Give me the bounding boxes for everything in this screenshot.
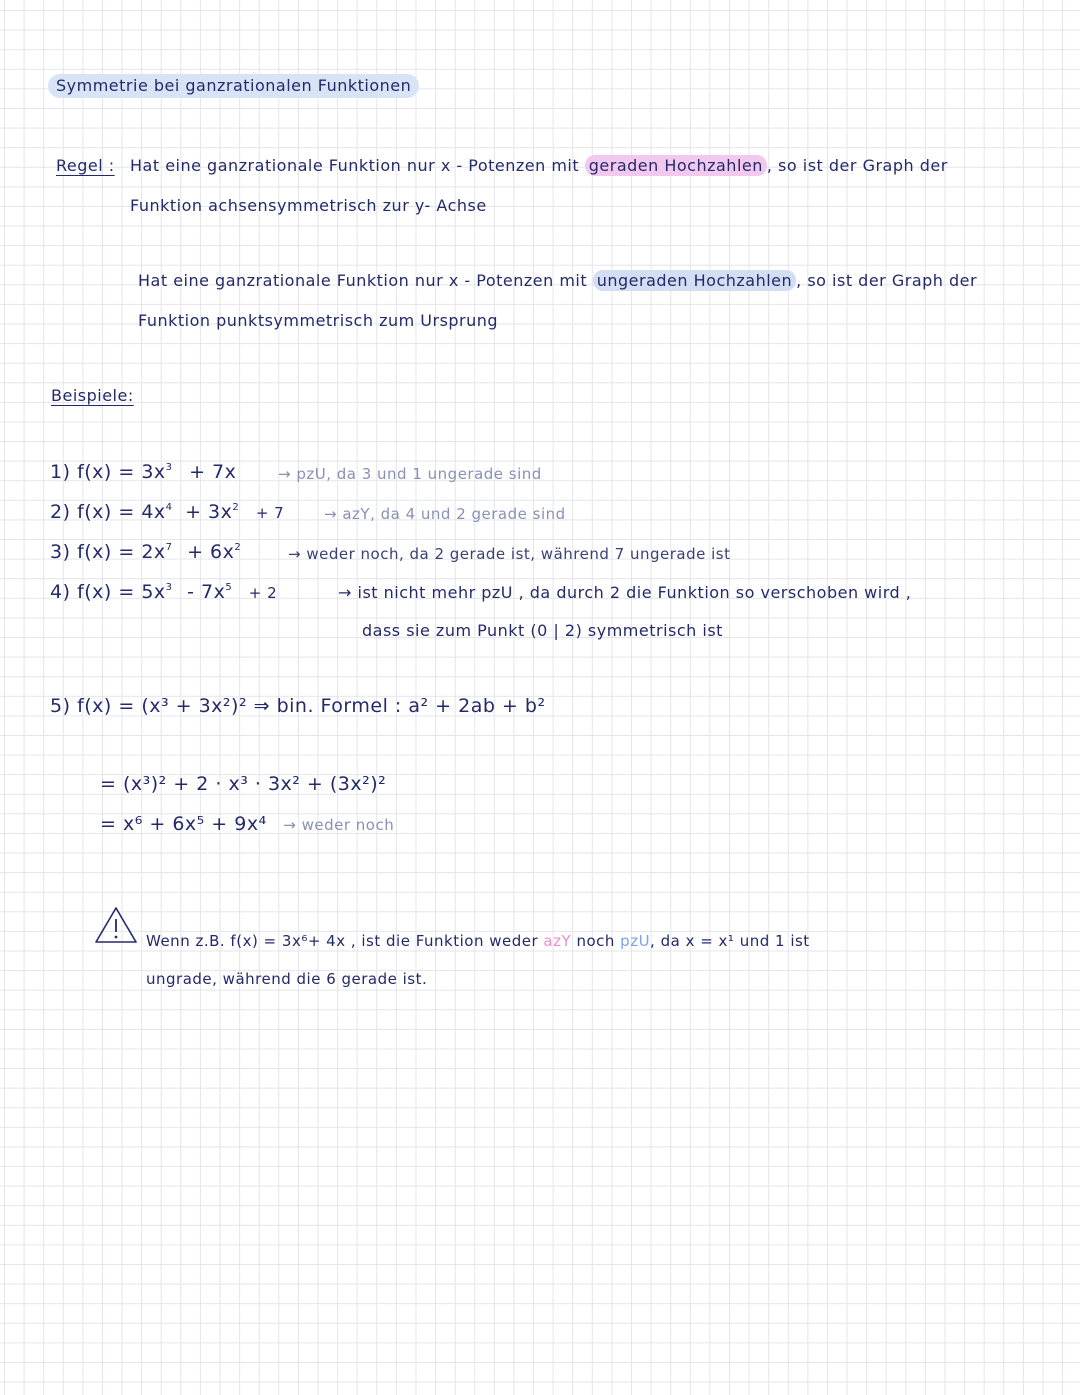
example-3 (50, 541, 241, 563)
ex4-term-2: - 7x (187, 581, 226, 603)
rule-line-2: Funktion achsensymmetrisch zur y- Achse (130, 196, 487, 215)
ex2-term-3: + 7 (255, 504, 285, 522)
warning-line-2: ungrade, während die 6 gerade ist. (146, 970, 428, 988)
ex3-note: → weder noch, da 2 gerade ist, während 7 ungerade ist (288, 545, 731, 563)
ex1-exp-1: 3 (165, 462, 173, 473)
warning-line-1 (146, 932, 810, 950)
rule-1-highlight: geraden Hochzahlen (585, 155, 767, 176)
ex4-note: → ist nicht mehr pzU , da durch 2 die Funktion so verschoben wird , (338, 583, 912, 602)
ex1-lhs: f(x) = (77, 461, 135, 483)
ex3-term-2: + 6x (187, 541, 235, 563)
rule-1-post: , so ist der Graph der (766, 156, 948, 175)
ex3-num: 3) (50, 541, 71, 563)
ex5-note: → weder noch (283, 816, 395, 834)
rule-1-pre: Hat eine ganzrationale Funktion nur x - Potenzen mit (130, 156, 580, 175)
ex3-lhs: f(x) = (77, 541, 135, 563)
ex2-note: → azY, da 4 und 2 gerade sind (324, 505, 566, 523)
example-2 (50, 501, 284, 523)
warning-post: , da x = x¹ und 1 ist (650, 932, 810, 950)
ex5-line-1 (50, 695, 546, 717)
ex2-exp-2: 2 (232, 502, 240, 513)
ex4-exp-2: 5 (225, 582, 233, 593)
examples-label: Beispiele: (51, 386, 134, 405)
ex2-term-1: 4x (141, 501, 166, 523)
rule-3-post: , so ist der Graph der (796, 271, 978, 290)
rule-line-3 (138, 271, 977, 290)
example-4 (50, 581, 277, 603)
ex1-num: 1) (50, 461, 71, 483)
ex4-term-1: 5x (141, 581, 166, 603)
ex2-num: 2) (50, 501, 71, 523)
warning-icon (93, 905, 139, 945)
warning-pre: Wenn z.B. f(x) = 3x⁶+ 4x , ist die Funktion weder (146, 932, 539, 950)
ex2-exp-1: 4 (165, 502, 173, 513)
ex1-note: → pzU, da 3 und 1 ungerade sind (278, 465, 542, 483)
ex1-term-1: 3x (141, 461, 166, 483)
ex4-num: 4) (50, 581, 71, 603)
ex5-formula: f(x) = (x³ + 3x²)² ⇒ bin. Formel : a² + 2ab + b² (77, 695, 546, 717)
rule-label: Regel : (56, 156, 115, 175)
ex5-result: = x⁶ + 6x⁵ + 9x⁴ (100, 813, 267, 835)
ex3-exp-2: 2 (234, 542, 242, 553)
ex3-term-1: 2x (141, 541, 166, 563)
ex5-num: 5) (50, 695, 71, 717)
ex2-term-2: + 3x (185, 501, 233, 523)
ex4-note-2: dass sie zum Punkt (0 | 2) symmetrisch ist (362, 621, 723, 640)
rule-line-1 (130, 156, 948, 175)
ex4-exp-1: 3 (165, 582, 173, 593)
ex4-term-3: + 2 (248, 584, 278, 602)
ex3-exp-1: 7 (165, 542, 173, 553)
warning-noch: noch (576, 932, 615, 950)
rule-line-4: Funktion punktsymmetrisch zum Ursprung (138, 311, 499, 330)
ex4-lhs: f(x) = (77, 581, 135, 603)
ex5-line-2: = (x³)² + 2 · x³ · 3x² + (3x²)² (100, 773, 387, 795)
ex5-line-3 (100, 813, 394, 835)
page-title: Symmetrie bei ganzrationalen Funktionen (48, 74, 419, 98)
ex1-term-2: + 7x (189, 461, 237, 483)
rule-3-pre: Hat eine ganzrationale Funktion nur x - Potenzen mit (138, 271, 588, 290)
ex2-lhs: f(x) = (77, 501, 135, 523)
example-1 (50, 461, 236, 483)
warning-pzu: pzU (620, 932, 651, 950)
rule-3-highlight: ungeraden Hochzahlen (593, 270, 796, 291)
warning-azy: azY (543, 932, 572, 950)
